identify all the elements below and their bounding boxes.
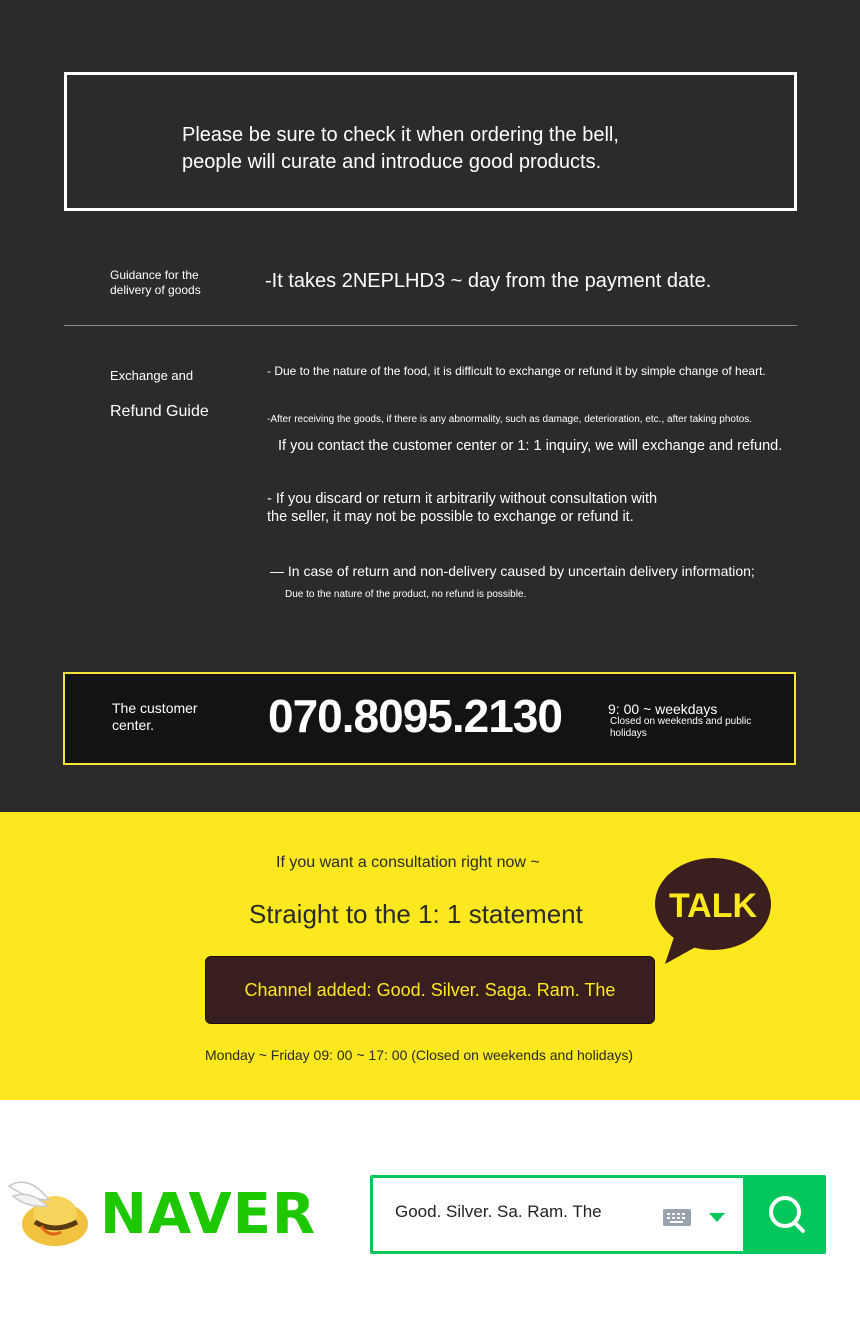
search-icon bbox=[771, 1198, 803, 1231]
delivery-label bbox=[110, 268, 201, 298]
exchange-policy-line: Due to the nature of the product, no refund is possible. bbox=[285, 589, 527, 600]
customer-center-closed: Closed on weekends and public holidays bbox=[610, 716, 752, 739]
exchange-policy-line: the seller, it may not be possible to exchange or refund it. bbox=[267, 509, 634, 525]
consult-prompt: If you want a consultation right now ~ bbox=[276, 854, 540, 871]
customer-center-phone[interactable]: 070.8095.2130 bbox=[268, 690, 562, 742]
consultation-section bbox=[0, 812, 860, 1100]
keyboard-icon[interactable] bbox=[663, 1209, 691, 1226]
naver-logo: NAVER bbox=[100, 1182, 317, 1247]
search-input-area bbox=[373, 1178, 743, 1251]
consult-heading: Straight to the 1: 1 statement bbox=[249, 899, 583, 929]
exchange-policy-line: — In case of return and non-delivery caused by uncertain delivery information; bbox=[270, 563, 755, 579]
add-channel-button[interactable]: Channel added: Good. Silver. Saga. Ram. The bbox=[205, 956, 655, 1024]
exchange-policy-line: - If you discard or return it arbitrarily without consultation with bbox=[267, 491, 658, 507]
exchange-policy-line: -After receiving the goods, if there is any abnormality, such as damage, deterioration, etc., after taking photos. bbox=[267, 414, 753, 425]
naver-search-bar bbox=[370, 1175, 826, 1254]
notice-line-2: people will curate and introduce good products. bbox=[182, 151, 602, 173]
notice-text bbox=[182, 122, 619, 176]
search-input[interactable] bbox=[395, 1202, 655, 1222]
delivery-text: -It takes 2NEPLHD3 ~ day from the payment date. bbox=[265, 270, 712, 292]
talk-bubble-icon[interactable] bbox=[653, 856, 773, 968]
notice-box bbox=[64, 72, 797, 211]
customer-center-box bbox=[63, 672, 796, 765]
search-button[interactable] bbox=[746, 1175, 826, 1254]
talk-badge-text: TALK bbox=[668, 887, 758, 925]
notice-line-1: Please be sure to check it when ordering the bell, bbox=[182, 124, 619, 146]
mascot-icon bbox=[5, 1166, 91, 1252]
customer-center-hours: 9: 00 ~ weekdays bbox=[608, 701, 718, 717]
delivery-label-line-1: Guidance for the bbox=[110, 268, 199, 282]
exchange-label-line-1: Exchange and bbox=[110, 368, 194, 383]
consult-hours: Monday ~ Friday 09: 00 ~ 17: 00 (Closed on weekends and holidays) bbox=[205, 1047, 634, 1063]
exchange-policy-line: If you contact the customer center or 1: 1 inquiry, we will exchange and refund. bbox=[278, 438, 783, 454]
delivery-label-line-2: delivery of goods bbox=[110, 283, 201, 297]
dropdown-icon[interactable] bbox=[709, 1213, 725, 1223]
customer-center-label: The customer center. bbox=[112, 700, 198, 733]
exchange-label-line-2: Refund Guide bbox=[110, 403, 209, 420]
exchange-policy-line: - Due to the nature of the food, it is difficult to exchange or refund it by simple change of heart. bbox=[267, 364, 766, 378]
section-divider bbox=[64, 325, 797, 326]
